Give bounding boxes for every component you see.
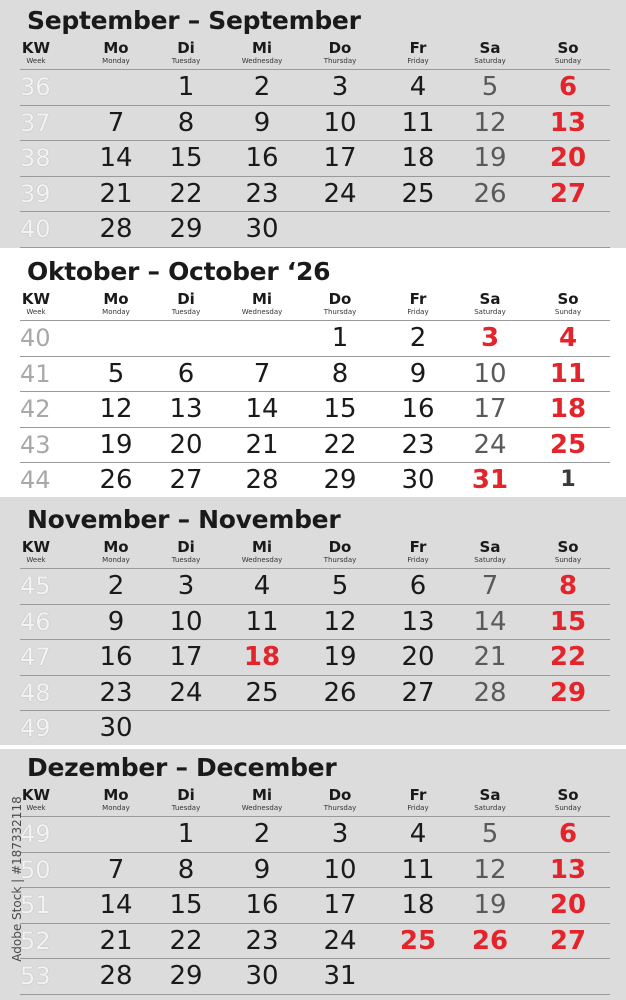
day-cell: 9 (253, 107, 271, 138)
weekday-english: Saturday (474, 57, 506, 65)
day-cell: 16 (401, 394, 435, 424)
weekday-english: Tuesday (171, 308, 201, 316)
day-cell: 10 (169, 606, 203, 637)
weekday-header (151, 291, 221, 317)
day-cell (227, 711, 297, 745)
day-cell-saturday: 12 (473, 107, 507, 138)
weekday-english: Sunday (554, 556, 582, 564)
day-cell-sunday: 20 (549, 890, 587, 920)
day-cell-sunday: 22 (549, 642, 587, 672)
day-cell: 12 (323, 606, 357, 637)
week-number: 44 (20, 466, 51, 494)
day-cell: 15 (323, 394, 357, 424)
weekday-english: Sunday (554, 308, 582, 316)
weekday-abbr: Mo (103, 786, 129, 804)
day-cell: 2 (107, 571, 125, 601)
weekday-header (81, 539, 151, 565)
weekday-english: Thursday (323, 556, 357, 564)
weekday-abbr: Di (177, 538, 195, 556)
day-cell: 19 (323, 642, 357, 672)
weekday-abbr: Do (328, 290, 352, 308)
day-cell-saturday (455, 711, 525, 745)
day-cell-sunday: 13 (549, 107, 587, 138)
weekday-abbr: Sa (479, 39, 501, 57)
weekday-abbr: KW (21, 786, 51, 804)
day-cell-sunday (533, 212, 603, 246)
day-cell: 16 (245, 890, 279, 920)
weekday-abbr: Fr (409, 290, 427, 308)
weekday-abbr: So (557, 538, 579, 556)
weekday-english: Sunday (554, 57, 582, 65)
day-cell: 16 (99, 642, 133, 672)
watermark-text: Adobe Stock | #187332118 (10, 796, 24, 962)
day-cell: 21 (99, 178, 133, 209)
week-grid (20, 69, 610, 248)
weekday-english: Thursday (323, 57, 357, 65)
day-cell-sunday: 13 (549, 854, 587, 885)
weekday-abbr: Fr (409, 538, 427, 556)
day-cell: 11 (401, 107, 435, 138)
day-cell-saturday: 28 (473, 677, 507, 708)
day-cell-saturday: 26 (471, 925, 509, 956)
week-number: 42 (20, 395, 51, 423)
weekday-header (81, 291, 151, 317)
day-cell: 7 (107, 854, 125, 885)
weekday-english: Thursday (323, 308, 357, 316)
weekday-header (227, 787, 297, 813)
weekday-english: Sunday (554, 804, 582, 812)
day-cell-sunday: 27 (549, 178, 587, 209)
weekday-abbr: Di (177, 786, 195, 804)
day-cell: 16 (245, 143, 279, 173)
weekday-header (81, 787, 151, 813)
weekday-english: Wednesday (241, 308, 283, 316)
day-cell-saturday: 5 (481, 819, 499, 849)
weekday-english: Saturday (474, 308, 506, 316)
day-cell (305, 711, 375, 745)
day-cell: 18 (243, 642, 281, 672)
weekday-english: Week (26, 308, 46, 316)
day-cell: 3 (177, 571, 195, 601)
day-cell: 31 (323, 961, 357, 991)
day-cell: 4 (409, 819, 427, 849)
week-number: 38 (20, 144, 51, 172)
watermark (8, 760, 26, 998)
weekday-header (383, 40, 453, 66)
day-cell: 24 (323, 178, 357, 209)
weekday-abbr: Do (328, 39, 352, 57)
day-cell: 7 (253, 358, 271, 389)
day-cell-saturday (455, 212, 525, 246)
day-cell: 4 (409, 72, 427, 102)
day-cell: 4 (253, 571, 271, 601)
day-cell-sunday: 20 (549, 143, 587, 173)
day-cell: 30 (99, 713, 133, 743)
day-cell: 2 (409, 323, 427, 353)
weekday-header (305, 40, 375, 66)
month-section (0, 251, 626, 497)
weekday-abbr: Sa (479, 538, 501, 556)
day-cell-saturday: 19 (473, 890, 507, 920)
day-cell (383, 711, 453, 745)
weekday-english: Monday (102, 804, 130, 812)
month-section (0, 747, 626, 1000)
day-cell-saturday: 24 (473, 429, 507, 460)
day-cell: 14 (245, 394, 279, 424)
week-number: 41 (20, 359, 51, 388)
day-cell: 11 (245, 606, 279, 637)
day-cell (227, 321, 297, 355)
week-number: 48 (20, 678, 51, 707)
weekday-english: Friday (407, 804, 429, 812)
day-cell-sunday: 15 (549, 606, 587, 637)
weekday-header (227, 40, 297, 66)
day-cell: 25 (399, 925, 437, 956)
day-cell: 12 (99, 394, 133, 424)
day-cell: 1 (177, 72, 195, 102)
month-title: November – November (27, 505, 341, 534)
weekday-english: Tuesday (171, 804, 201, 812)
weekday-abbr: KW (21, 290, 51, 308)
day-cell: 21 (245, 429, 279, 460)
month-title: Dezember – December (27, 753, 337, 782)
weekday-abbr: Di (177, 39, 195, 57)
weekday-abbr: So (557, 786, 579, 804)
week-number: 52 (20, 926, 51, 955)
day-cell: 23 (99, 677, 133, 708)
day-cell: 30 (245, 961, 279, 991)
day-cell: 9 (253, 854, 271, 885)
weekday-abbr: Mi (251, 538, 273, 556)
day-cell: 11 (401, 854, 435, 885)
weekday-english: Week (26, 804, 46, 812)
weekday-header (383, 787, 453, 813)
day-cell: 6 (177, 358, 195, 389)
month-separator (0, 745, 626, 749)
day-cell (81, 70, 151, 104)
day-cell: 29 (169, 214, 203, 244)
day-cell: 21 (99, 925, 133, 956)
day-cell: 23 (245, 925, 279, 956)
day-cell-saturday: 7 (481, 571, 499, 601)
day-cell-saturday (455, 959, 525, 993)
day-cell: 25 (245, 677, 279, 708)
day-cell: 18 (401, 143, 435, 173)
row-divider (20, 994, 610, 995)
week-grid (20, 568, 610, 745)
day-cell: 10 (323, 107, 357, 138)
day-cell: 2 (253, 819, 271, 849)
weekday-header (1, 40, 71, 66)
weekday-header (151, 539, 221, 565)
day-cell-saturday: 3 (480, 323, 500, 353)
week-number: 37 (20, 108, 51, 137)
day-cell-saturday: 17 (473, 394, 507, 424)
weekday-header (151, 787, 221, 813)
day-cell: 20 (401, 642, 435, 672)
weekday-english: Saturday (474, 804, 506, 812)
day-cell: 13 (401, 606, 435, 637)
day-cell: 9 (409, 358, 427, 389)
day-cell: 27 (169, 465, 203, 495)
weekday-header (533, 787, 603, 813)
day-cell-sunday: 27 (549, 925, 587, 956)
month-separator (0, 248, 626, 252)
day-cell: 25 (401, 178, 435, 209)
month-section (0, 0, 626, 248)
day-cell: 8 (177, 854, 195, 885)
weekday-abbr: Fr (409, 786, 427, 804)
day-cell-sunday: 6 (558, 72, 578, 102)
day-cell-saturday: 14 (473, 606, 507, 637)
day-cell: 5 (107, 358, 125, 389)
weekday-english: Friday (407, 57, 429, 65)
week-number: 49 (20, 714, 51, 742)
day-cell: 30 (401, 465, 435, 495)
weekday-header (383, 291, 453, 317)
day-cell-sunday: 8 (558, 571, 578, 601)
day-cell (81, 817, 151, 851)
weekday-header (455, 787, 525, 813)
day-cell: 29 (169, 961, 203, 991)
day-cell (383, 959, 453, 993)
day-cell-saturday: 10 (473, 358, 507, 389)
weekday-abbr: Fr (409, 39, 427, 57)
week-number: 40 (20, 324, 51, 352)
weekday-english: Monday (102, 57, 130, 65)
day-cell-sunday: 1 (560, 467, 576, 492)
weekday-abbr: Sa (479, 786, 501, 804)
day-cell (151, 321, 221, 355)
day-cell: 23 (245, 178, 279, 209)
day-cell: 29 (323, 465, 357, 495)
day-cell: 28 (245, 465, 279, 495)
weekday-header (533, 539, 603, 565)
weekday-header (305, 291, 375, 317)
week-grid (20, 816, 610, 996)
week-number: 46 (20, 607, 51, 636)
day-cell: 24 (323, 925, 357, 956)
day-cell-sunday (533, 711, 603, 745)
day-cell: 6 (409, 571, 427, 601)
day-cell: 8 (331, 358, 349, 389)
weekday-english: Friday (407, 308, 429, 316)
month-section (0, 499, 626, 745)
day-cell: 30 (245, 214, 279, 244)
weekday-abbr: Do (328, 786, 352, 804)
weekday-header (533, 291, 603, 317)
day-cell: 28 (99, 214, 133, 244)
weekday-abbr: So (557, 290, 579, 308)
day-cell-saturday: 31 (471, 465, 509, 495)
weekday-header (533, 40, 603, 66)
weekday-english: Friday (407, 556, 429, 564)
day-cell (151, 711, 221, 745)
weekday-abbr: Mo (103, 290, 129, 308)
day-cell-saturday: 19 (473, 143, 507, 173)
day-cell: 22 (323, 429, 357, 460)
weekday-english: Saturday (474, 556, 506, 564)
week-number: 36 (20, 73, 51, 101)
weekday-abbr: Do (328, 538, 352, 556)
weekday-abbr: Sa (479, 290, 501, 308)
day-cell-sunday: 18 (549, 394, 587, 424)
day-cell: 13 (169, 394, 203, 424)
weekday-header (151, 40, 221, 66)
day-cell: 26 (323, 677, 357, 708)
weekday-header (227, 291, 297, 317)
day-cell-sunday: 25 (549, 429, 587, 460)
weekday-header (305, 539, 375, 565)
day-cell: 18 (401, 890, 435, 920)
day-cell-sunday: 4 (558, 323, 578, 353)
weekday-abbr: Mo (103, 39, 129, 57)
week-number: 40 (20, 215, 51, 243)
weekday-english: Wednesday (241, 57, 283, 65)
day-cell: 9 (107, 606, 125, 637)
month-title: September – September (27, 6, 361, 35)
day-cell (305, 212, 375, 246)
weekday-abbr: So (557, 39, 579, 57)
day-cell: 8 (177, 107, 195, 138)
day-cell: 3 (331, 819, 349, 849)
day-cell-saturday: 12 (473, 854, 507, 885)
day-cell: 19 (99, 429, 133, 460)
day-cell: 3 (331, 72, 349, 102)
weekday-abbr: Mi (251, 290, 273, 308)
weekday-abbr: Mo (103, 538, 129, 556)
day-cell: 20 (169, 429, 203, 460)
day-cell: 24 (169, 677, 203, 708)
day-cell: 5 (331, 571, 349, 601)
day-cell-sunday: 6 (558, 819, 578, 849)
weekday-english: Monday (102, 556, 130, 564)
week-number: 45 (20, 572, 51, 600)
day-cell: 15 (169, 890, 203, 920)
day-cell: 1 (331, 323, 349, 353)
day-cell (383, 212, 453, 246)
weekday-abbr: Di (177, 290, 195, 308)
weekday-header (81, 40, 151, 66)
weekday-header (455, 291, 525, 317)
day-cell: 15 (169, 143, 203, 173)
day-cell-sunday: 29 (549, 677, 587, 708)
weekday-header (455, 40, 525, 66)
week-number: 43 (20, 430, 51, 459)
weekday-header (455, 539, 525, 565)
weekday-english: Thursday (323, 804, 357, 812)
weekday-abbr: KW (21, 538, 51, 556)
week-number: 49 (20, 820, 51, 848)
weekday-header (1, 291, 71, 317)
week-number: 53 (20, 962, 51, 990)
weekday-english: Wednesday (241, 556, 283, 564)
week-grid (20, 320, 610, 497)
week-number: 50 (20, 855, 51, 884)
week-number: 51 (20, 891, 51, 919)
weekday-header (305, 787, 375, 813)
day-cell: 17 (323, 890, 357, 920)
day-cell-saturday: 5 (481, 72, 499, 102)
weekday-english: Monday (102, 308, 130, 316)
day-cell: 27 (401, 677, 435, 708)
day-cell: 10 (323, 854, 357, 885)
month-title: Oktober – October ‘26 (27, 257, 331, 286)
weekday-english: Wednesday (241, 804, 283, 812)
weekday-english: Week (26, 556, 46, 564)
day-cell-sunday: 11 (549, 358, 587, 389)
weekday-english: Week (26, 57, 46, 65)
day-cell: 17 (323, 143, 357, 173)
day-cell: 22 (169, 925, 203, 956)
week-number: 39 (20, 179, 51, 208)
day-cell: 26 (99, 465, 133, 495)
day-cell: 28 (99, 961, 133, 991)
day-cell: 17 (169, 642, 203, 672)
day-cell: 14 (99, 890, 133, 920)
weekday-english: Tuesday (171, 556, 201, 564)
day-cell: 23 (401, 429, 435, 460)
weekday-english: Tuesday (171, 57, 201, 65)
weekday-abbr: KW (21, 39, 51, 57)
day-cell: 22 (169, 178, 203, 209)
day-cell: 14 (99, 143, 133, 173)
week-number: 47 (20, 643, 51, 671)
day-cell: 7 (107, 107, 125, 138)
day-cell: 1 (177, 819, 195, 849)
day-cell (81, 321, 151, 355)
day-cell-saturday: 26 (473, 178, 507, 209)
day-cell: 2 (253, 72, 271, 102)
weekday-abbr: Mi (251, 786, 273, 804)
day-cell-saturday: 21 (473, 642, 507, 672)
day-cell-sunday (533, 959, 603, 993)
weekday-header (383, 539, 453, 565)
weekday-header (1, 539, 71, 565)
weekday-header (227, 539, 297, 565)
weekday-abbr: Mi (251, 39, 273, 57)
